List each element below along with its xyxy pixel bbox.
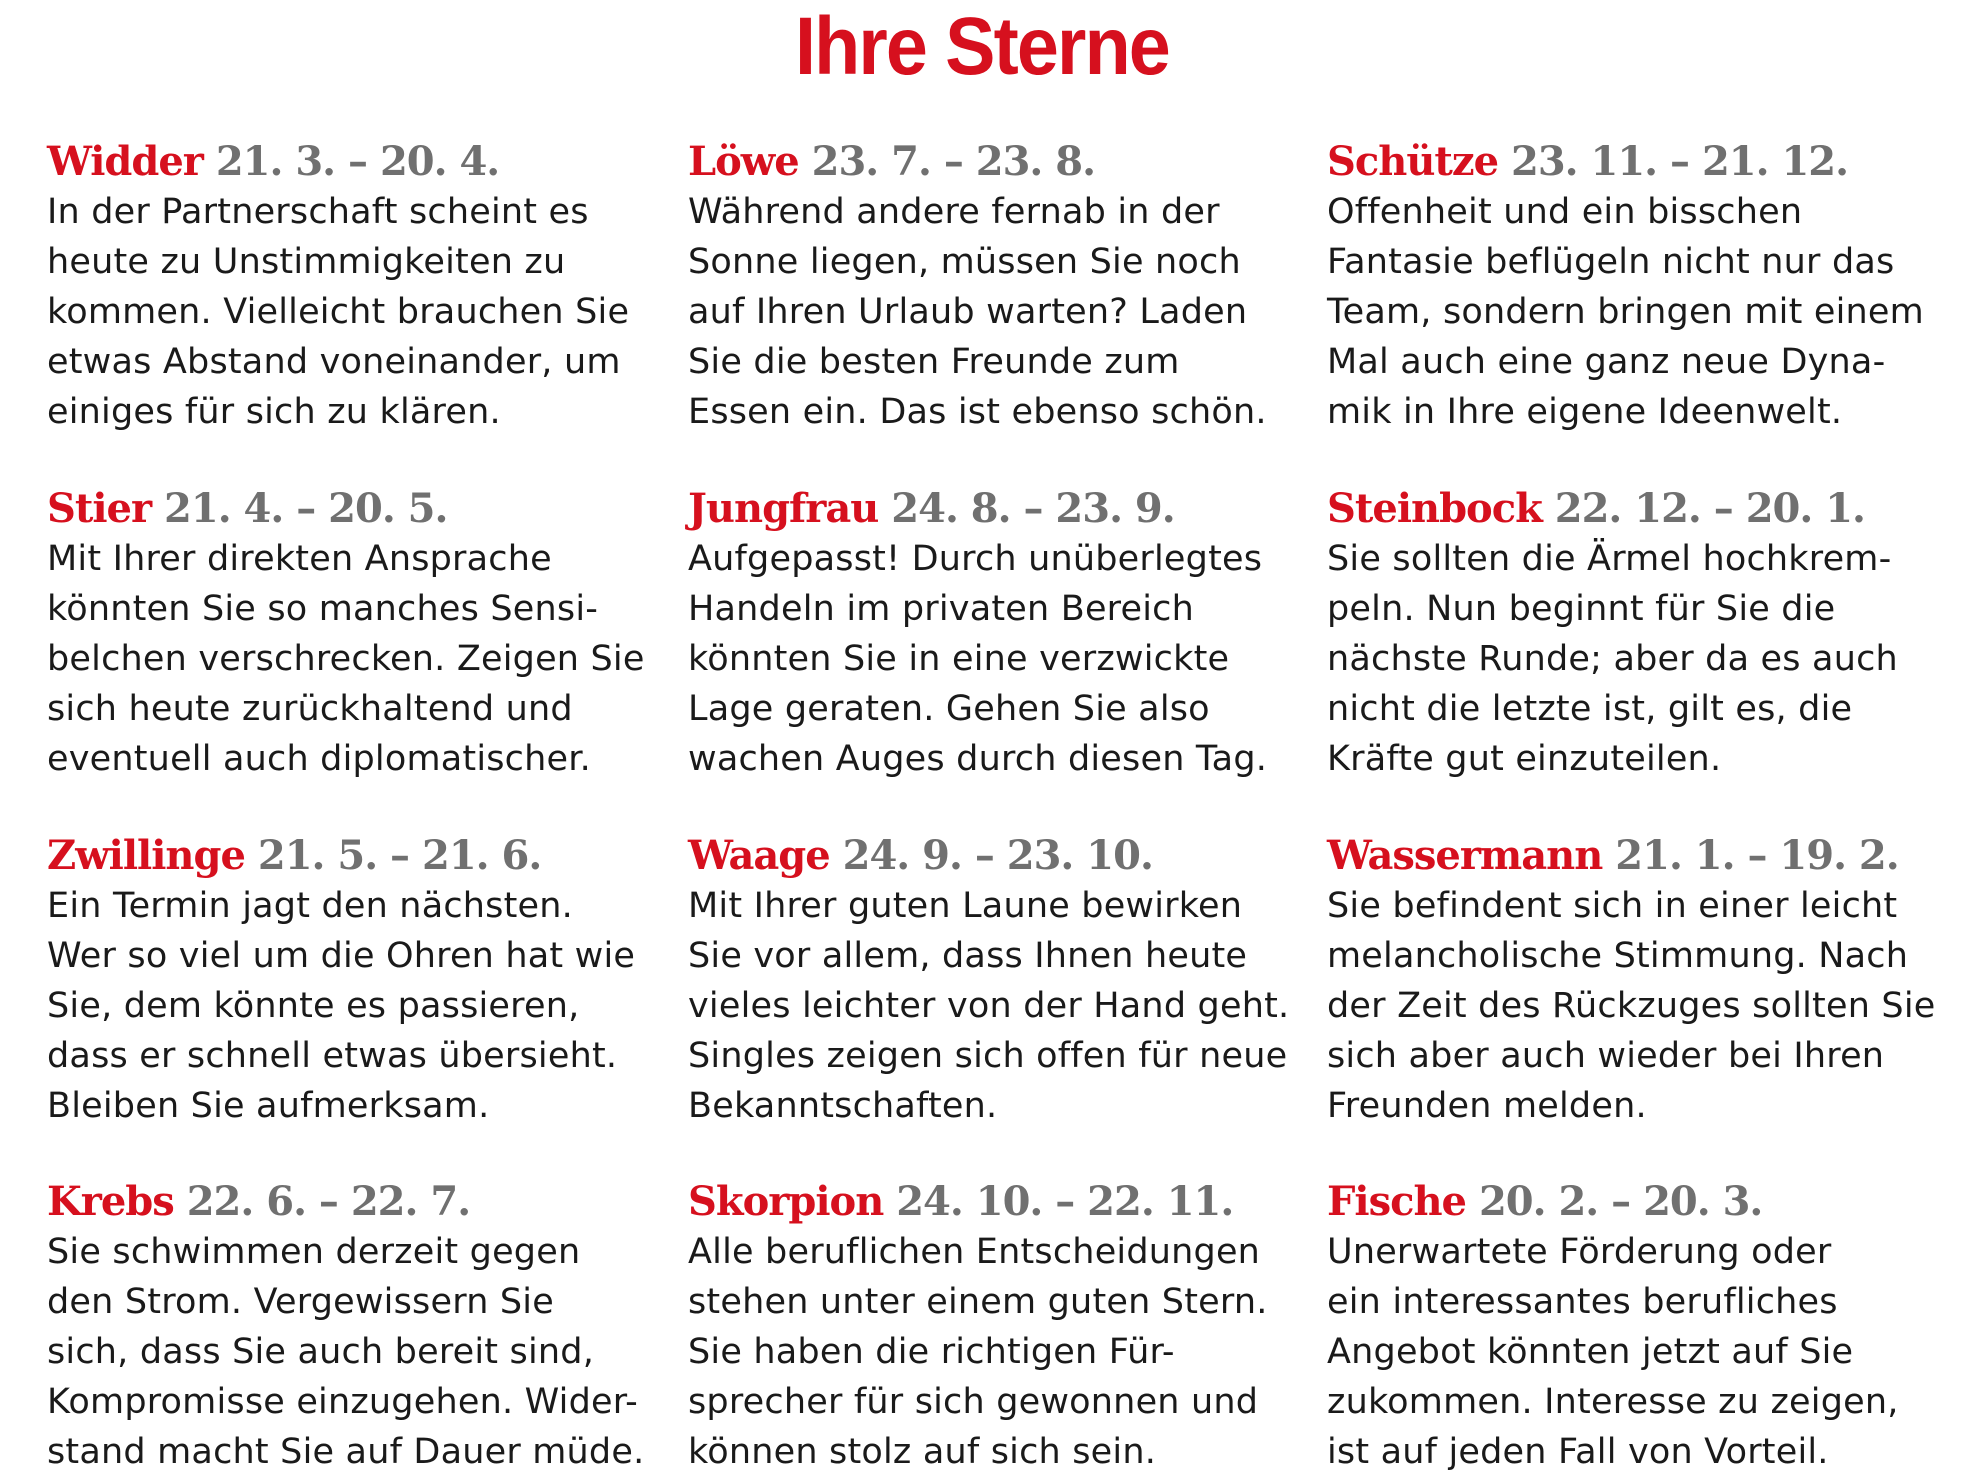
sign-name: Fische <box>1327 1178 1466 1225</box>
text-line: Sie, dem könnte es passieren, <box>47 986 580 1026</box>
text-line: Wer so viel um die Ohren hat wie <box>47 936 636 976</box>
text-line: eventuell auch diplomatischer. <box>47 739 591 779</box>
text-line: heute zu Unstimmigkeiten zu <box>47 242 566 282</box>
sign-name: Skorpion <box>688 1178 884 1225</box>
sign-name: Waage <box>688 832 830 879</box>
page-title: Ihre Sterne <box>795 1 1169 92</box>
text-line: Sie vor allem, dass Ihnen heute <box>688 936 1248 976</box>
text-line: Handeln im privaten Bereich <box>688 589 1194 629</box>
sign-name: Stier <box>47 485 152 532</box>
text-line: Essen ein. Das ist ebenso schön. <box>688 392 1267 432</box>
horoscope-entry-jungfrau <box>688 484 1288 784</box>
horoscope-entry-loewe <box>688 137 1288 437</box>
text-line: könnten Sie in eine verzwickte <box>688 639 1230 679</box>
sign-heading <box>688 484 1288 534</box>
text-line: Mal auch eine ganz neue Dyna- <box>1327 342 1886 382</box>
sign-dates: 21. 3. – 20. 4. <box>215 138 500 185</box>
text-line: Unerwartete Förderung oder <box>1327 1232 1832 1272</box>
text-line: melancholische Stimmung. Nach <box>1327 936 1909 976</box>
sign-heading <box>47 137 647 187</box>
text-line: sprecher für sich gewonnen und <box>688 1382 1259 1422</box>
text-line: In der Partnerschaft scheint es <box>47 192 589 232</box>
sign-text <box>47 187 647 437</box>
text-line: sich heute zurückhaltend und <box>47 689 573 729</box>
text-line: nächste Runde; aber da es auch <box>1327 639 1898 679</box>
text-line: der Zeit des Rückzuges sollten Sie <box>1327 986 1936 1026</box>
sign-dates: 22. 6. – 22. 7. <box>186 1178 471 1225</box>
sign-heading <box>47 484 647 534</box>
text-line: belchen verschrecken. Zeigen Sie <box>47 639 645 679</box>
horoscope-entry-wassermann <box>1327 831 1936 1131</box>
sign-name: Steinbock <box>1327 485 1542 532</box>
text-line: stand macht Sie auf Dauer müde. <box>47 1432 645 1472</box>
text-line: Während andere fernab in der <box>688 192 1220 232</box>
sign-dates: 24. 9. – 23. 10. <box>842 832 1153 879</box>
sign-heading <box>47 831 647 881</box>
sign-dates: 20. 2. – 20. 3. <box>1478 1178 1763 1225</box>
text-line: etwas Abstand voneinander, um <box>47 342 621 382</box>
sign-text <box>688 534 1288 784</box>
text-line: einiges für sich zu klären. <box>47 392 501 432</box>
text-line: nicht die letzte ist, gilt es, die <box>1327 689 1853 729</box>
sign-text <box>1327 1227 1927 1477</box>
sign-text <box>1327 187 1927 437</box>
sign-name: Zwillinge <box>47 832 245 879</box>
text-line: Sie schwimmen derzeit gegen <box>47 1232 581 1272</box>
text-line: Lage geraten. Gehen Sie also <box>688 689 1210 729</box>
text-line: Angebot könnten jetzt auf Sie <box>1327 1332 1854 1372</box>
sign-name: Widder <box>47 138 203 185</box>
sign-heading <box>688 831 1288 881</box>
text-line: ist auf jeden Fall von Vorteil. <box>1327 1432 1829 1472</box>
sign-heading <box>47 1177 647 1227</box>
text-line: kommen. Vielleicht brauchen Sie <box>47 292 630 332</box>
text-line: Kräfte gut einzuteilen. <box>1327 739 1722 779</box>
sign-text <box>1327 881 1936 1131</box>
text-line: ein interessantes berufliches <box>1327 1282 1838 1322</box>
sign-name: Löwe <box>688 138 799 185</box>
text-line: Bekanntschaften. <box>688 1086 998 1126</box>
text-line: zukommen. Interesse zu zeigen, <box>1327 1382 1899 1422</box>
text-line: können stolz auf sich sein. <box>688 1432 1157 1472</box>
text-line: sich aber auch wieder bei Ihren <box>1327 1036 1885 1076</box>
sign-dates: 21. 1. – 19. 2. <box>1615 832 1899 879</box>
sign-dates: 23. 11. – 21. 12. <box>1510 138 1849 185</box>
text-line: Fantasie beflügeln nicht nur das <box>1327 242 1895 282</box>
sign-name: Krebs <box>47 1178 174 1225</box>
horoscope-entry-stier <box>47 484 647 784</box>
sign-text <box>688 881 1288 1131</box>
horoscope-entry-fische <box>1327 1177 1927 1477</box>
sign-heading <box>1327 484 1927 534</box>
sign-dates: 24. 8. – 23. 9. <box>891 485 1175 532</box>
sign-text <box>47 1227 647 1477</box>
sign-name: Schütze <box>1327 138 1499 185</box>
text-line: Bleiben Sie aufmerksam. <box>47 1086 490 1126</box>
text-line: Mit Ihrer direkten Ansprache <box>47 539 552 579</box>
text-line: dass er schnell etwas übersieht. <box>47 1036 618 1076</box>
sign-dates: 24. 10. – 22. 11. <box>896 1178 1234 1225</box>
horoscope-entry-schuetze <box>1327 137 1927 437</box>
text-line: peln. Nun beginnt für Sie die <box>1327 589 1836 629</box>
text-line: mik in Ihre eigene Ideenwelt. <box>1327 392 1843 432</box>
sign-name: Wassermann <box>1327 832 1603 879</box>
sign-dates: 21. 4. – 20. 5. <box>164 485 448 532</box>
text-line: Singles zeigen sich offen für neue <box>688 1036 1288 1076</box>
sign-heading <box>1327 1177 1927 1227</box>
sign-name: Jungfrau <box>688 485 879 532</box>
sign-heading <box>688 137 1288 187</box>
text-line: Sie sollten die Ärmel hochkrem- <box>1327 539 1892 579</box>
text-line: stehen unter einem guten Stern. <box>688 1282 1268 1322</box>
text-line: könnten Sie so manches Sensi- <box>47 589 599 629</box>
text-line: Freunden melden. <box>1327 1086 1647 1126</box>
horoscope-entry-skorpion <box>688 1177 1288 1477</box>
sign-heading <box>688 1177 1288 1227</box>
horoscope-entry-waage <box>688 831 1288 1131</box>
text-line: auf Ihren Urlaub warten? Laden <box>688 292 1248 332</box>
sign-dates: 23. 7. – 23. 8. <box>811 138 1096 185</box>
horoscope-entry-steinbock <box>1327 484 1927 784</box>
text-line: Sie befindent sich in einer leicht <box>1327 886 1898 926</box>
sign-text <box>47 534 647 784</box>
horoscope-entry-widder <box>47 137 647 437</box>
text-line: Team, sondern bringen mit einem <box>1327 292 1924 332</box>
horoscope-entry-krebs <box>47 1177 647 1477</box>
text-line: Aufgepasst! Durch unüberlegtes <box>688 539 1263 579</box>
text-line: Kompromisse einzugehen. Wider- <box>47 1382 638 1422</box>
text-line: wachen Auges durch diesen Tag. <box>688 739 1268 779</box>
sign-text <box>688 1227 1288 1477</box>
text-line: Ein Termin jagt den nächsten. <box>47 886 573 926</box>
text-line: Offenheit und ein bisschen <box>1327 192 1803 232</box>
sign-text <box>688 187 1288 437</box>
sign-heading <box>1327 137 1927 187</box>
text-line: sich, dass Sie auch bereit sind, <box>47 1332 595 1372</box>
sign-heading <box>1327 831 1927 881</box>
sign-text <box>47 881 647 1131</box>
text-line: vieles leichter von der Hand geht. <box>688 986 1290 1026</box>
text-line: Alle beruflichen Entscheidungen <box>688 1232 1261 1272</box>
sign-dates: 21. 5. – 21. 6. <box>257 832 542 879</box>
text-line: Sie die besten Freunde zum <box>688 342 1180 382</box>
horoscope-entry-zwillinge <box>47 831 647 1131</box>
text-line: Sie haben die richtigen Für- <box>688 1332 1175 1372</box>
text-line: Sonne liegen, müssen Sie noch <box>688 242 1241 282</box>
sign-dates: 22. 12. – 20. 1. <box>1554 485 1865 532</box>
sign-text <box>1327 534 1927 784</box>
text-line: den Strom. Vergewissern Sie <box>47 1282 554 1322</box>
text-line: Mit Ihrer guten Laune bewirken <box>688 886 1243 926</box>
